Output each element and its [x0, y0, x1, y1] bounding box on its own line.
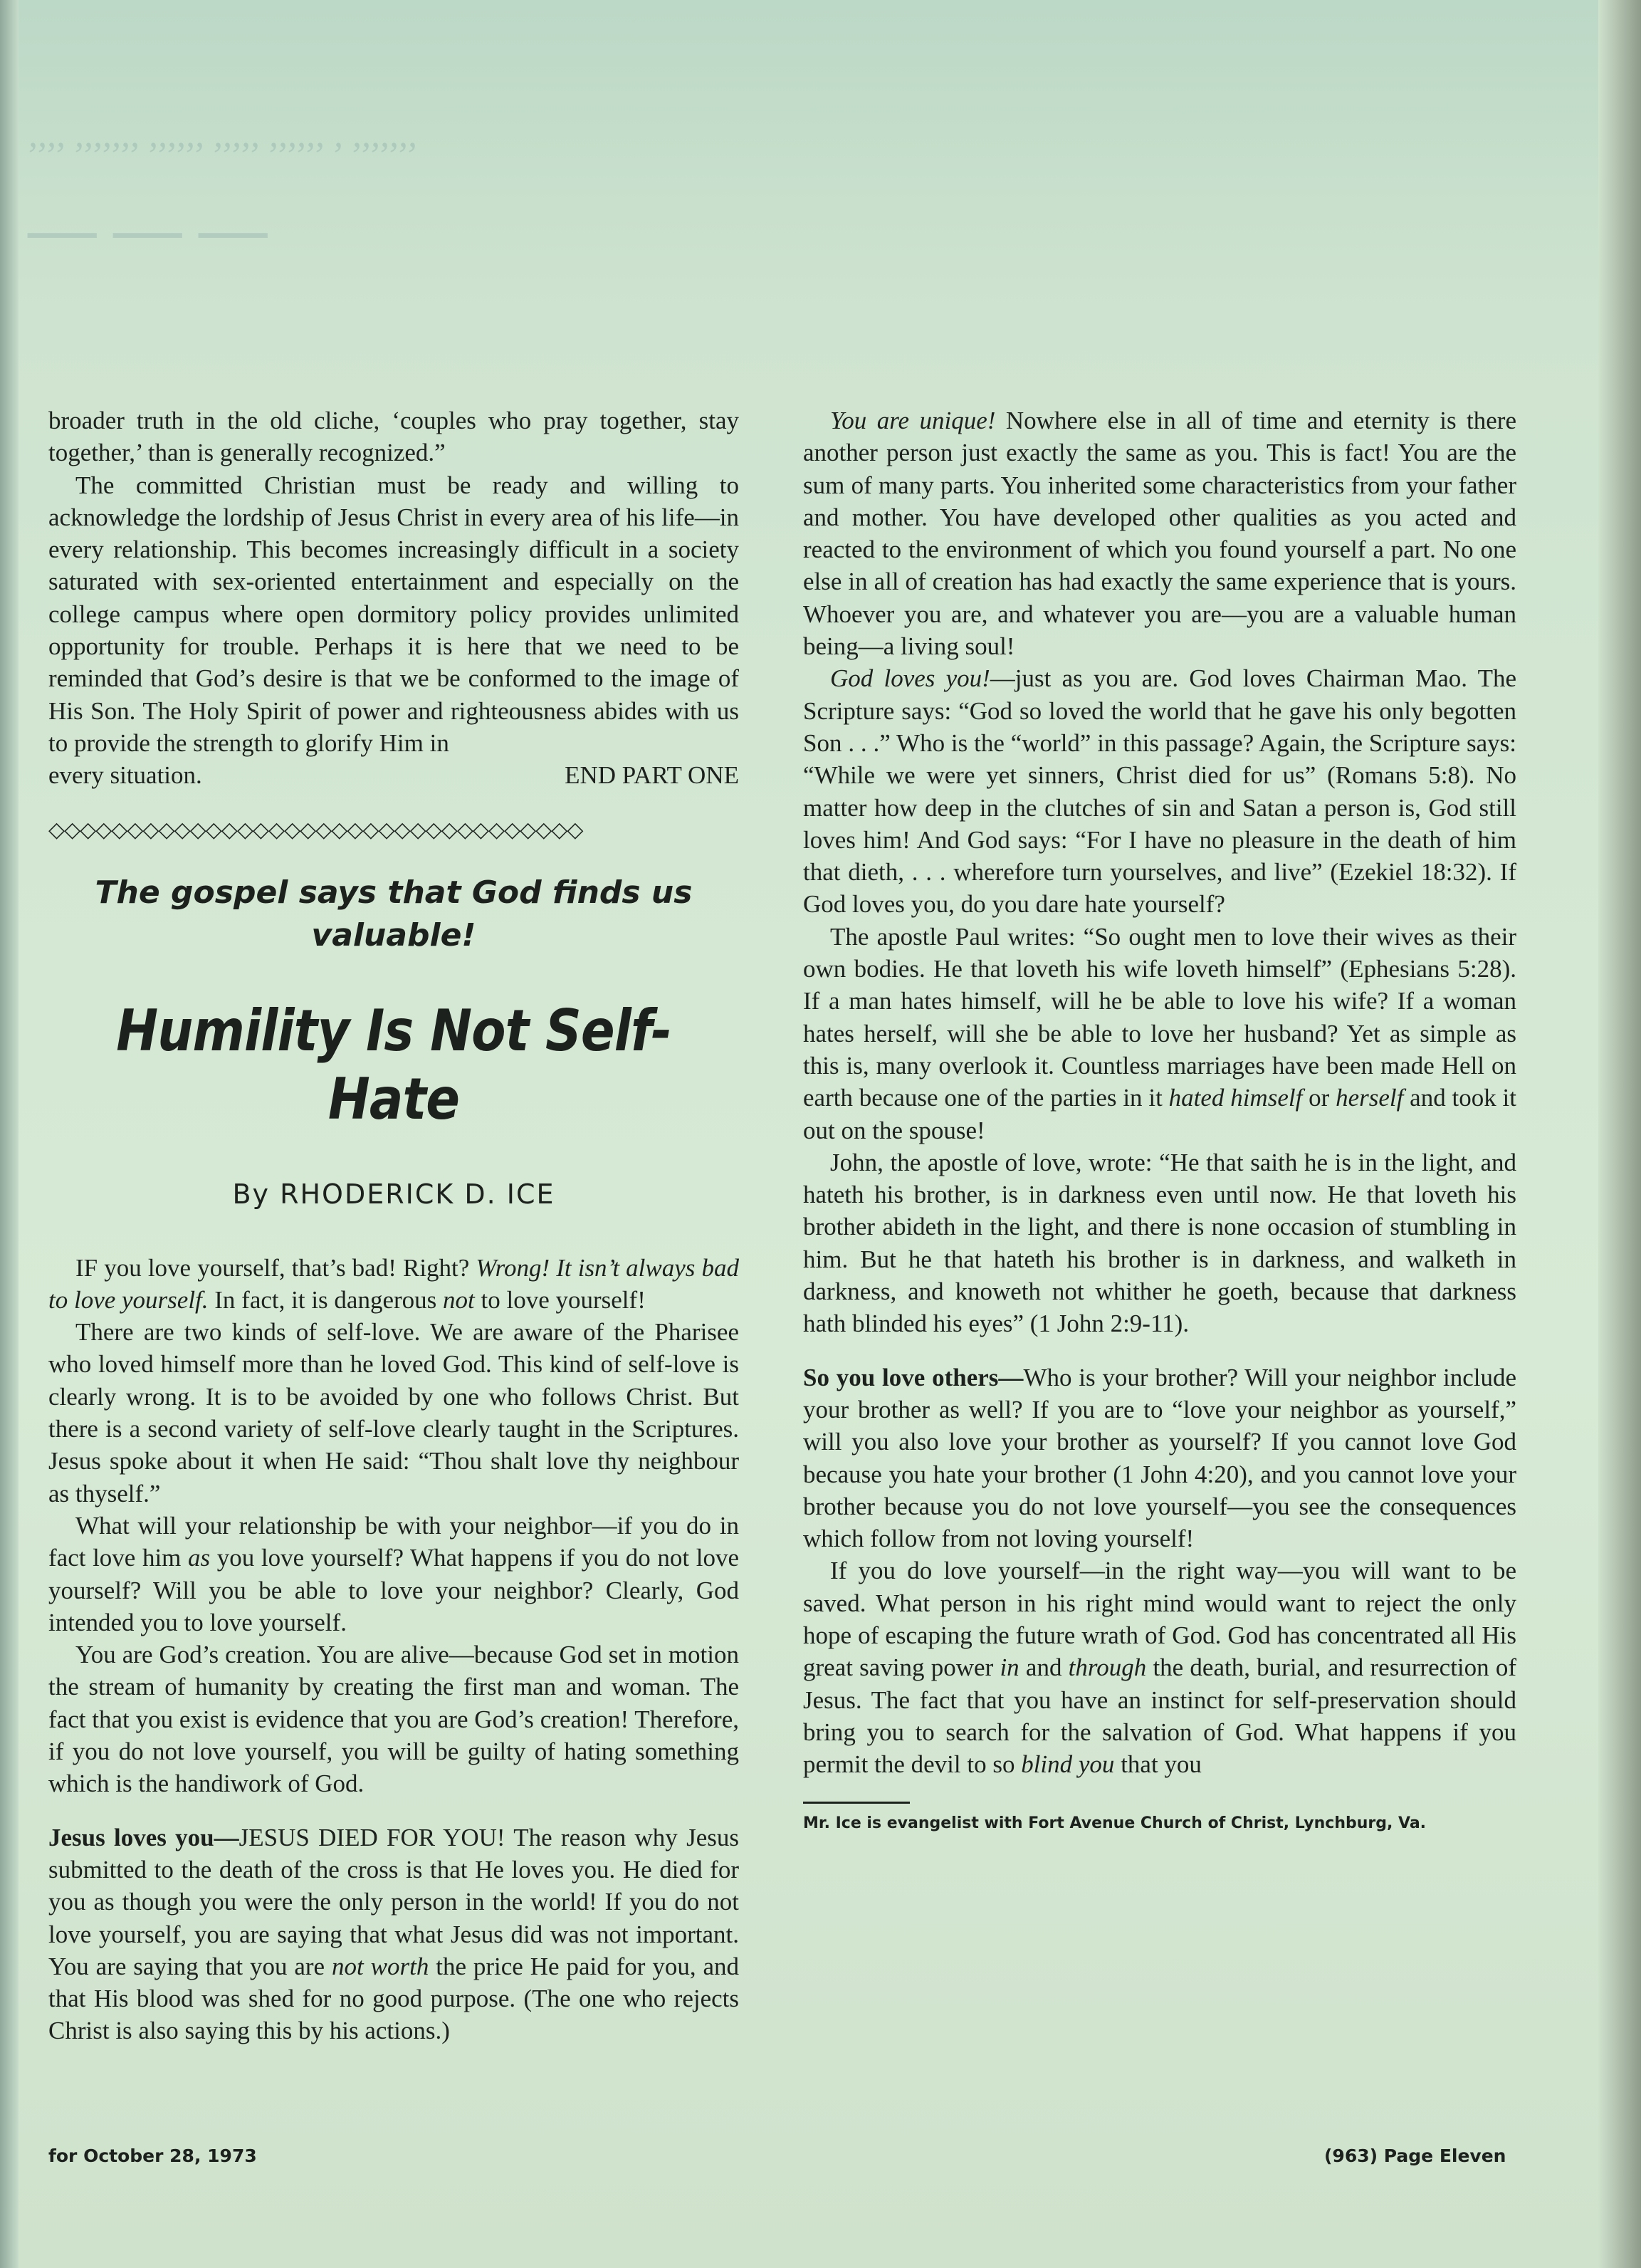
paragraph: You are God’s creation. You are alive—because God set in motion the stream of humanity by creating the first man and woman. The fact that you exist is evidence that you are God’s creation! Therefore, if you do not love yourself, you will be guilty of hating something which is the handiwork of God.: [48, 1641, 739, 1798]
paragraph: There are two kinds of self-love. We are aware of the Pharisee who loved himself more than he loved God. This kind of self-love is clearly wrong. It is to be avoided by one who follows Christ. But there is a second variety of self-love clearly taught in the Scriptures. Jesus spoke about it when He said: “Thou shalt love thy neighbour as thyself.”: [48, 1318, 739, 1507]
text-run: In fact, it is dangerous: [214, 1285, 437, 1314]
paragraph: [48, 1822, 739, 2047]
text-run: What will your relationship be with your neighbor—if you do in fact love him: [48, 1511, 739, 1572]
italic-run: Wrong! It isn’t always bad to love yourself.: [48, 1253, 739, 1314]
issue-date: for October 28, 1973: [48, 2146, 257, 2166]
bold-run: So you love others—: [803, 1363, 1024, 1391]
paragraph: [48, 1510, 739, 1639]
article-headline: Humility Is Not Self-Hate: [116, 997, 671, 1132]
italic-run: blind you: [1021, 1750, 1115, 1779]
italic-run: as: [188, 1544, 211, 1572]
author-note: Mr. Ice is evangelist with Fort Avenue Church of Christ, Lynchburg, Va.: [803, 1814, 1427, 1833]
italic-run: God loves you!: [830, 664, 990, 693]
italic-run: You are unique!: [830, 407, 996, 434]
text-run: the price He paid for you, and that His blood was shed for no good purpose. (The one who rejects Christ is also saying this by his actions.): [48, 1952, 740, 2045]
page-binding-edge: [0, 0, 19, 2268]
diamond-divider: ◇◇◇◇◇◇◇◇◇◇◇◇◇◇◇◇◇◇◇◇◇◇◇◇◇◇◇◇◇◇◇◇◇◇: [48, 817, 583, 842]
paragraph: broader truth in the old cliche, ‘couples who pray together, stay together,’ than is generally recognized.”: [48, 407, 739, 467]
article-byline: By RHODERICK D. ICE: [232, 1178, 555, 1210]
text-run: to love yourself!: [481, 1285, 646, 1314]
text-run: the death, burial, and resurrection of Jesus. The fact that you have an instinct for self-preservation should bring you to search for the salvation of God. What happens if you permit the devil to so: [803, 1653, 1517, 1779]
paragraph: [48, 1252, 739, 1317]
paragraph: John, the apostle of love, wrote: “He that saith he is in the light, and hateth his brother, is in darkness even until now. He that loveth his brother abideth in the light, and there is none occasion of stumbling in him. But he that hateth his brother is in darkness, and walketh in darkness, and knoweth not whither he goeth, because that darkness hath blinded his eyes” (1 John 2:9-11).: [803, 1148, 1516, 1338]
text-run: or: [1309, 1084, 1330, 1112]
right-column: [803, 404, 1516, 1838]
article-deck: The gospel says that God finds us valuable!: [95, 874, 693, 953]
italic-run: hated himself: [1168, 1084, 1303, 1112]
footnote-rule: [803, 1802, 910, 1804]
text-run: Nowhere else in all of time and eternity is there another person just exactly the same as you. This is fact! You are the sum of many parts. You inherited some characteristics from your father and mother. You have developed other qualities as you acted and reacted to the environment of which you found yourself a part. No one else in all of creation has had exactly the same experience that is yours. Whoever you are, and whatever you are—you are a valuable human being—a living soul!: [803, 407, 1516, 661]
bleed-through-text: ,,,, ,,,,,,, ,,,,,, ,,,,, ,,,,,, , ,,,,,,,: [28, 115, 417, 155]
page-outer-edge: [1598, 0, 1641, 2268]
text-run: If you do love yourself—in the right way—you will want to be saved. What person in his right mind would want to reject the only hope of escaping the future wrath of God. God has concentrated all His great saving power: [803, 1557, 1516, 1682]
italic-run: herself: [1336, 1084, 1404, 1112]
paragraph: [803, 921, 1516, 1146]
paragraph: [803, 1554, 1516, 1780]
paragraph: [803, 662, 1516, 920]
paragraph: [803, 404, 1516, 662]
text-run: JESUS DIED FOR YOU! The reason why Jesus submitted to the death of the cross is that He loves you. He died for you as though you were the only person in the world! If you do not love yourself, you are saying that what Jesus did was not important. You are saying that you are: [48, 1823, 739, 1980]
italic-run: through: [1068, 1653, 1147, 1682]
paragraph: [803, 1362, 1516, 1555]
italic-run: not worth: [332, 1952, 429, 1980]
italic-run: not: [443, 1285, 475, 1314]
text-run: The apostle Paul writes: “So ought men to love their wives as their own bodies. He that loveth his wife loveth himself” (Ephesians 5:28). If a man hates himself, will he be able to love his wife? If a woman hates herself, will she be able to love her husband? Yet as simple as this is, many overlook it. Countless marriages have been made Hell on earth because one of the parties in it: [803, 922, 1516, 1112]
text-run: that you: [1121, 1750, 1202, 1779]
text-run: and: [1025, 1653, 1062, 1682]
text-run: Who is your brother? Will your neighbor include your brother as well? If you are to “love your neighbor as yourself,” will you also love your brother as yourself? If you cannot love God because you hate your brother (1 John 4:20), and you cannot love your brother because you do not love yourself—you see the consequences which follow from not loving yourself!: [803, 1363, 1517, 1553]
page-number: (963) Page Eleven: [1324, 2146, 1506, 2166]
text-run: —just as you are. God loves Chairman Mao. The Scripture says: “God so loved the world that he gave his only begotten Son . . .” Who is the “world” in this passage? Again, the Scripture says: “While we were yet sinners, Christ died for us” (Romans 5:8). No matter how deep in the clutches of sin and Satan a person is, God still loves him! And God says: “For I have no pleasure in the death of him that dieth, . . . wherefore turn yourselves, and live” (Ezekiel 18:32). If God loves you, do you dare hate yourself?: [803, 664, 1516, 919]
text-run: IF you love yourself, that’s bad! Right?: [75, 1253, 470, 1282]
paragraph-last-line: every situation.: [48, 761, 202, 790]
italic-run: in: [1000, 1653, 1019, 1682]
bold-run: Jesus loves you—: [48, 1823, 239, 1851]
text-run: you love yourself? What happens if you do not love yourself? Will you be able to love your neighbor? Clearly, God intended you to love yourself.: [48, 1544, 740, 1636]
text-run: and took it out on the spouse!: [803, 1084, 1517, 1144]
paragraph: The committed Christian must be ready and willing to acknowledge the lordship of Jesus Christ in every area of his life—in every relationship. This becomes increasingly difficult in a society saturated with sex-oriented entertainment and especially on the college campus where open dormitory policy provides unlimited opportunity for trouble. Perhaps it is here that we need to be reminded that God’s desire is that we be conformed to the image of His Son. The Holy Spirit of power and righteousness abides with us to provide the strength to glorify Him in: [48, 471, 739, 757]
end-part-label: END PART ONE: [565, 761, 739, 790]
bleed-through-heading: — — —: [28, 190, 268, 266]
end-part-line: [48, 759, 739, 791]
left-column: [48, 404, 739, 2047]
